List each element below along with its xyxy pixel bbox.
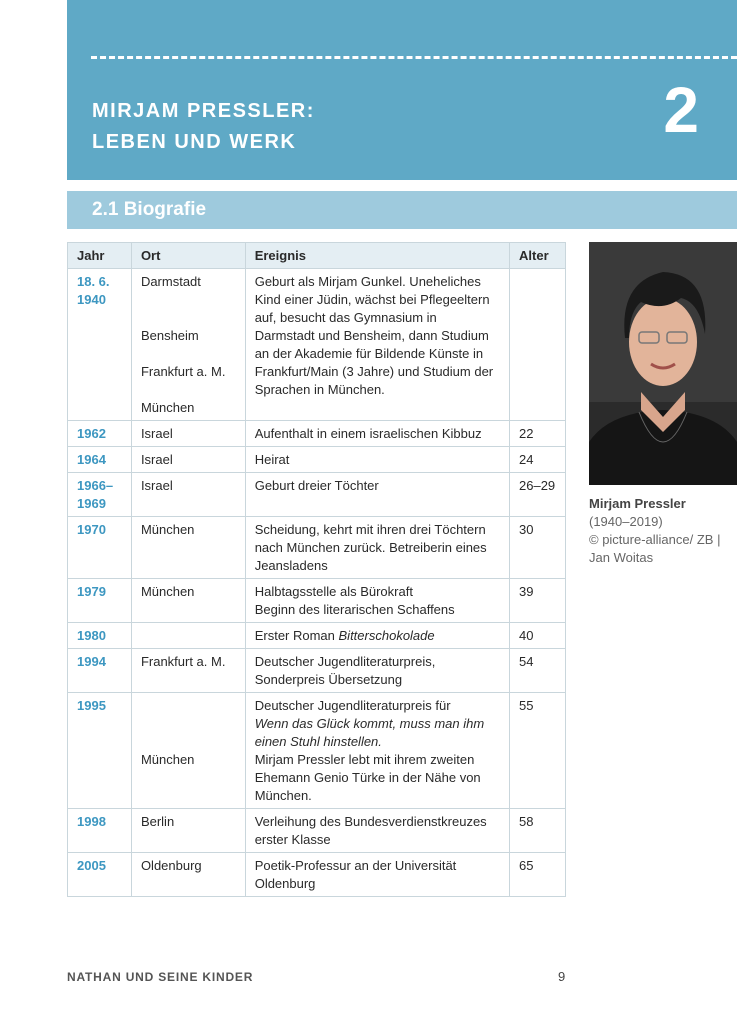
page-number: 9 [558,969,566,984]
cell-age: 26–29 [510,473,566,517]
place-line: München [140,400,195,415]
cell-event: Aufenthalt in einem israelischen Kibbuz [245,421,509,447]
cell-age [510,269,566,421]
cell-year: 1970 [68,517,132,579]
cell-age: 30 [510,517,566,579]
chapter-banner [67,0,737,180]
cell-place: Israel [131,473,245,517]
chapter-title [92,96,315,158]
caption-credit: © picture-alliance/ ZB | Jan Woitas [589,532,721,565]
dashed-divider [91,56,737,59]
cell-event [245,623,509,649]
cell-place [131,693,245,809]
cell-year: 1966–1969 [68,473,132,517]
event-line: Mirjam Pressler lebt mit ihrem zweiten Ehemann Genio Türke in der Nähe von München. [254,752,481,803]
cell-age: 55 [510,693,566,809]
caption-dates: (1940–2019) [589,514,663,529]
chapter-number: 2 [663,74,699,146]
portrait-illustration [589,242,737,485]
cell-place [131,269,245,421]
cell-age: 22 [510,421,566,447]
header-event: Ereignis [245,243,509,269]
header-year: Jahr [68,243,132,269]
cell-place: Israel [131,421,245,447]
cell-year: 1979 [68,579,132,623]
book-title: Bitterschokolade [338,628,435,643]
portrait-photo [589,242,737,485]
table-row [68,269,566,421]
table-row [68,447,566,473]
table-row [68,693,566,809]
cell-age: 24 [510,447,566,473]
place-line: München [140,752,195,767]
cell-event: Heirat [245,447,509,473]
cell-event [245,693,509,809]
table-row [68,809,566,853]
cell-age: 54 [510,649,566,693]
header-age: Alter [510,243,566,269]
cell-place: Berlin [131,809,245,853]
chapter-title-line2: LEBEN UND WERK [92,131,297,153]
table-row [68,517,566,579]
chapter-title-line1: MIRJAM PRESSLER: [92,100,315,122]
cell-event: Deutscher Jugendliteraturpreis, Sonderpreis Übersetzung [245,649,509,693]
table-row [68,649,566,693]
event-line: Beginn des literarischen Schaffens [254,602,455,617]
cell-event: Verleihung des Bundesverdienstkreuzes erster Klasse [245,809,509,853]
place-line: Bensheim [140,328,199,343]
table-row [68,421,566,447]
cell-event: Poetik-Professur an der Universität Oldenburg [245,853,509,897]
header-place: Ort [131,243,245,269]
event-line: Halbtagsstelle als Bürokraft [254,584,413,599]
place-line: Frankfurt a. M. [140,364,226,379]
cell-age: 58 [510,809,566,853]
cell-year: 1998 [68,809,132,853]
place-line: Darmstadt [140,274,201,289]
biography-table [67,242,566,897]
event-text: Erster Roman [254,628,339,643]
footer-book-title: NATHAN UND SEINE KINDER [67,970,254,984]
cell-year: 18. 6. 1940 [68,269,132,421]
cell-year: 1962 [68,421,132,447]
cell-event: Geburt als Mirjam Gunkel. Uneheliches Kind einer Jüdin, wächst bei Pflegeeltern auf, besucht das Gymnasium in Darmstadt und Bensheim, dann Studium an der Akademie für Bildende Künste in Frankfurt/Main (3 Jahre) und Studium der Sprachen in München. [245,269,509,421]
section-heading-bar [67,191,737,229]
cell-age: 65 [510,853,566,897]
cell-place: München [131,517,245,579]
cell-year: 1995 [68,693,132,809]
cell-place: München [131,579,245,623]
table-row [68,853,566,897]
table-header-row [68,243,566,269]
cell-year: 1980 [68,623,132,649]
cell-place [131,623,245,649]
cell-event [245,579,509,623]
cell-event: Scheidung, kehrt mit ihren drei Töchtern nach München zurück. Betreiberin eines Jeansladens [245,517,509,579]
caption-name: Mirjam Pressler [589,496,686,511]
cell-place: Israel [131,447,245,473]
table-row [68,623,566,649]
table-row [68,473,566,517]
cell-year: 1994 [68,649,132,693]
cell-place: Oldenburg [131,853,245,897]
book-title: Wenn das Glück kommt, muss man ihm einen Stuhl hinstellen. [254,716,485,749]
cell-event: Geburt dreier Töchter [245,473,509,517]
photo-caption [589,495,737,567]
cell-place: Frankfurt a. M. [131,649,245,693]
cell-year: 2005 [68,853,132,897]
event-line: Deutscher Jugendliteraturpreis für [254,698,451,713]
table-row [68,579,566,623]
cell-year: 1964 [68,447,132,473]
cell-age: 40 [510,623,566,649]
cell-age: 39 [510,579,566,623]
section-heading: 2.1 Biografie [92,199,207,220]
